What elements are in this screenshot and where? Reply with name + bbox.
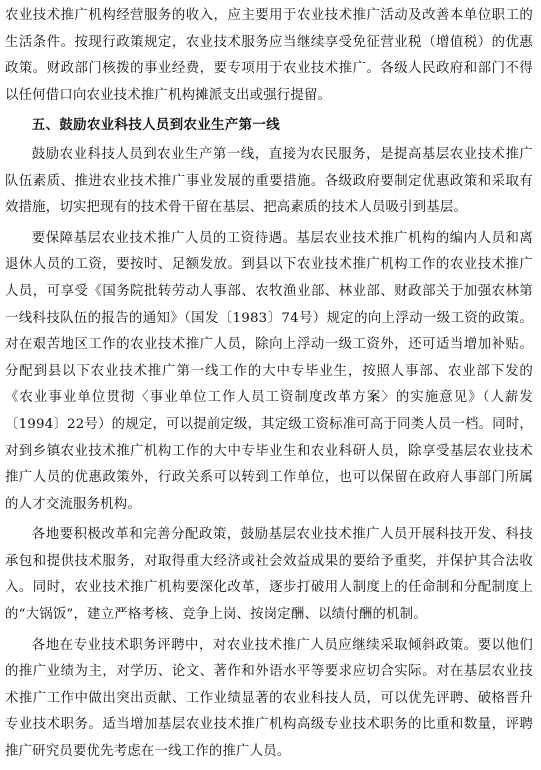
paragraph-salary-guarantee: 要保障基层农业技术推广人员的工资待遇。基层农业技术推广机构的编内人员和离退休人员的工资，要按时、足额发放。到县以下农业技术推广机构工作的农业技术推广人员，可享受《国务院批转劳动人事部、农牧渔业部、林业部、财政部关于加强农林第一线科技队伍的报告的通知》（国发〔1983〕74号）规定的向上浮动一级工资的政策。对在艰苦地区工作的农业技术推广人员，除向上浮动一级工资外，还可适当增加补贴。分配到县以下农业技术推广第一线工作的大中专毕业生，按照人事部、农业部下发的《农业事业单位贯彻〈事业单位工作人员工资制度改革方案〉的实施意见》（人薪发〔1994〕22号）的规定，可以提前定级，其定级工资标准可高于同类人员一档。同时，对到乡镇农业技术推广机构工作的大中专毕业生和农业科研人员，除享受基层农业技术推广人员的优惠政策外，行政关系可以转到工作单位，也可以保留在政府人事部门所属的人才交流服务机构。 — [5, 230, 533, 512]
paragraph-distribution-reform: 各地要积极改革和完善分配政策，鼓励基层农业技术推广人员开展科技开发、科技承包和提供技术服务，对取得重大经济或社会效益成果的要给予重奖，并保护其合法收入。同时，农业技术推广机构要深化改革，逐步打破用人制度上的任命制和分配制度上的“大锅饭”，建立严格考核、竞争上岗、按岗定酬、以绩付酬的机制。 — [5, 527, 533, 623]
paragraph-encourage-tech-staff: 鼓励农业科技人员到农业生产第一线，直接为农民服务，是提高基层农业技术推广队伍素质、推进农业技术推广事业发展的重要措施。各级政府要制定优惠政策和采取有效措施，切实把现有的技术骨干留在基层、把高素质的技术人员吸引到基层。 — [5, 146, 533, 216]
section-heading-five: 五、鼓励农业科技人员到农业生产第一线 — [31, 118, 281, 134]
document-page — [5, 3, 533, 770]
paragraph-title-evaluation: 各地在专业技术职务评聘中，对农业技术推广人员应继续采取倾斜政策。要以他们的推广业绩为主，对学历、论文、著作和外语水平等要求应切合实际。对在基层农业技术推广工作中做出突出贡献、工作业绩显著的农业科技人员，可以优先评聘、破格晋升专业技术职务。适当增加基层农业技术推广机构高级专业技术职务的比重和数量，评聘推广研究员要优先考虑在一线工作的推广人员。 — [5, 637, 533, 760]
paragraph-revenue-use: 农业技术推广机构经营服务的收入，应主要用于农业技术推广活动及改善本单位职工的生活条件。按现行政策规定，农业技术服务应当继续享受免征营业税（增值税）的优惠政策。财政部门核拨的事业经费，要专项用于农业技术推广。各级人民政府和部门不得以任何借口向农业技术推广机构摊派支出或强行提留。 — [5, 8, 533, 103]
